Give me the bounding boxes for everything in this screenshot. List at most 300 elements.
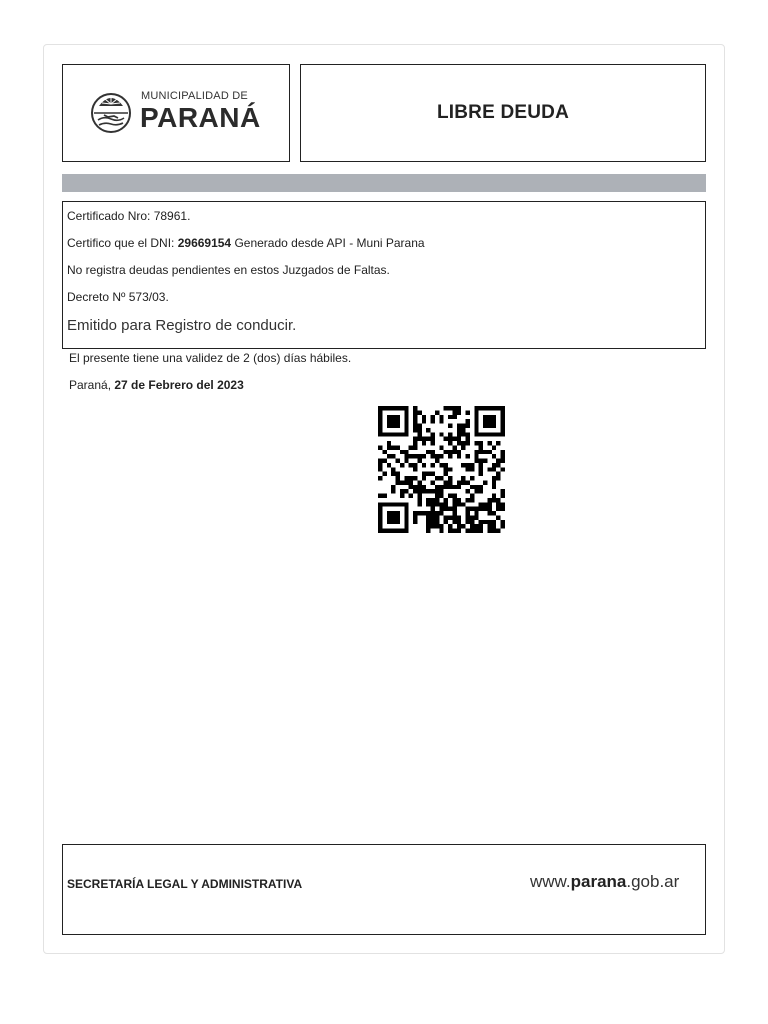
qr-module (492, 406, 496, 410)
qr-module (404, 459, 408, 463)
qr-module (435, 485, 439, 489)
qr-module (396, 419, 400, 423)
qr-module (404, 476, 408, 480)
qr-module (444, 520, 448, 524)
qr-module (457, 498, 461, 502)
qr-module (404, 454, 408, 458)
qr-module (391, 419, 395, 423)
qr-module (426, 428, 430, 432)
qr-module (422, 415, 426, 419)
qr-module (422, 476, 426, 480)
qr-module (474, 441, 478, 445)
qr-module (400, 489, 404, 493)
qr-module (492, 445, 496, 449)
qr-module (435, 511, 439, 515)
qr-module (483, 480, 487, 484)
qr-module (457, 406, 461, 410)
qr-module (466, 454, 470, 458)
qr-module (435, 410, 439, 414)
dni-suffix: Generado desde API - Muni Parana (231, 236, 425, 250)
qr-module (396, 406, 400, 410)
qr-module (483, 520, 487, 524)
qr-module (474, 529, 478, 533)
qr-module (435, 498, 439, 502)
qr-module (426, 437, 430, 441)
qr-module (378, 524, 382, 528)
qr-module (444, 467, 448, 471)
qr-module (413, 489, 417, 493)
qr-module (413, 511, 417, 515)
qr-module (409, 463, 413, 467)
validity-line: El presente tiene una validez de 2 (dos) días hábiles. (69, 351, 352, 365)
qr-module (417, 410, 421, 414)
qr-module (400, 450, 404, 454)
qr-module (470, 485, 474, 489)
qr-module (431, 520, 435, 524)
qr-module (457, 520, 461, 524)
qr-module (413, 428, 417, 432)
qr-module (501, 520, 505, 524)
qr-module (466, 441, 470, 445)
qr-module (444, 480, 448, 484)
qr-module (378, 515, 382, 519)
qr-module (391, 489, 395, 493)
qr-module (435, 459, 439, 463)
qr-module (461, 428, 465, 432)
qr-module (417, 432, 421, 436)
qr-module (439, 419, 443, 423)
qr-module (435, 476, 439, 480)
qr-module (426, 450, 430, 454)
qr-module (466, 498, 470, 502)
qr-module (439, 502, 443, 506)
qr-module (448, 406, 452, 410)
qr-module (391, 454, 395, 458)
qr-module (492, 520, 496, 524)
qr-module (466, 432, 470, 436)
qr-module (479, 432, 483, 436)
qr-module (501, 489, 505, 493)
decreto-line: Decreto Nº 573/03. (67, 290, 169, 304)
qr-module (492, 419, 496, 423)
date-value: 27 de Febrero del 2023 (114, 378, 244, 392)
qr-module (448, 524, 452, 528)
qr-module (487, 450, 491, 454)
qr-module (378, 520, 382, 524)
qr-module (466, 529, 470, 533)
qr-module (439, 529, 443, 533)
qr-module (435, 494, 439, 498)
qr-module (479, 463, 483, 467)
qr-module (396, 432, 400, 436)
qr-module (435, 524, 439, 528)
qr-module (431, 515, 435, 519)
qr-module (457, 450, 461, 454)
qr-module (492, 454, 496, 458)
qr-module (404, 502, 408, 506)
qr-module (431, 441, 435, 445)
qr-module (378, 415, 382, 419)
qr-module (492, 476, 496, 480)
qr-module (492, 485, 496, 489)
qr-module (470, 476, 474, 480)
qr-module (396, 515, 400, 519)
qr-module (391, 520, 395, 524)
qr-module (448, 467, 452, 471)
qr-module (452, 494, 456, 498)
qr-module (396, 445, 400, 449)
qr-module (474, 428, 478, 432)
qr-module (452, 406, 456, 410)
qr-module (496, 463, 500, 467)
qr-module (431, 432, 435, 436)
qr-module (501, 428, 505, 432)
qr-module (413, 476, 417, 480)
qr-module (479, 450, 483, 454)
qr-module (404, 428, 408, 432)
qr-module (426, 489, 430, 493)
qr-module (466, 419, 470, 423)
qr-module (426, 520, 430, 524)
qr-module (496, 472, 500, 476)
qr-module (448, 432, 452, 436)
document-title: LIBRE DEUDA (436, 102, 570, 123)
qr-module (479, 489, 483, 493)
qr-module (387, 415, 391, 419)
qr-module (474, 415, 478, 419)
qr-module (378, 507, 382, 511)
qr-module (496, 515, 500, 519)
qr-module (487, 502, 491, 506)
qr-module (396, 424, 400, 428)
qr-module (501, 502, 505, 506)
qr-module (435, 515, 439, 519)
qr-module (404, 507, 408, 511)
qr-module (431, 450, 435, 454)
qr-module (439, 476, 443, 480)
qr-module (391, 424, 395, 428)
qr-module (444, 515, 448, 519)
qr-module (400, 529, 404, 533)
qr-module (391, 485, 395, 489)
qr-module (457, 480, 461, 484)
qr-module (431, 463, 435, 467)
qr-module (479, 406, 483, 410)
qr-module (422, 489, 426, 493)
qr-module (457, 441, 461, 445)
qr-module (404, 515, 408, 519)
qr-module (426, 524, 430, 528)
qr-module (444, 485, 448, 489)
qr-module (400, 480, 404, 484)
qr-module (417, 489, 421, 493)
qr-module (404, 419, 408, 423)
qr-module (444, 406, 448, 410)
qr-module (400, 494, 404, 498)
qr-module (378, 445, 382, 449)
qr-module (426, 511, 430, 515)
qr-module (439, 454, 443, 458)
qr-module (417, 454, 421, 458)
qr-module (496, 459, 500, 463)
qr-module (404, 489, 408, 493)
qr-module (391, 472, 395, 476)
qr-module (487, 424, 491, 428)
qr-module (448, 480, 452, 484)
qr-module (387, 454, 391, 458)
qr-module (487, 441, 491, 445)
qr-module (492, 467, 496, 471)
qr-code-icon (378, 406, 505, 533)
qr-module (422, 419, 426, 423)
qr-module (413, 415, 417, 419)
qr-module (479, 472, 483, 476)
qr-module (396, 480, 400, 484)
qr-module (452, 485, 456, 489)
qr-module (487, 406, 491, 410)
qr-module (474, 410, 478, 414)
qr-module (400, 502, 404, 506)
qr-module (487, 498, 491, 502)
qr-module (461, 502, 465, 506)
qr-module (479, 441, 483, 445)
qr-module (382, 432, 386, 436)
qr-module (479, 520, 483, 524)
qr-module (391, 415, 395, 419)
qr-module (466, 515, 470, 519)
qr-module (404, 520, 408, 524)
qr-module (452, 498, 456, 502)
qr-module (413, 454, 417, 458)
qr-module (378, 511, 382, 515)
qr-module (457, 515, 461, 519)
qr-module (378, 494, 382, 498)
qr-module (496, 441, 500, 445)
qr-module (409, 494, 413, 498)
qr-module (417, 485, 421, 489)
qr-module (474, 419, 478, 423)
qr-module (413, 515, 417, 519)
qr-module (466, 424, 470, 428)
qr-module (387, 441, 391, 445)
qr-module (466, 507, 470, 511)
qr-module (378, 406, 382, 410)
qr-module (457, 529, 461, 533)
qr-module (439, 485, 443, 489)
qr-module (501, 419, 505, 423)
qr-module (413, 424, 417, 428)
qr-module (422, 441, 426, 445)
qr-module (483, 459, 487, 463)
qr-module (457, 524, 461, 528)
qr-module (431, 419, 435, 423)
qr-module (448, 507, 452, 511)
qr-module (501, 494, 505, 498)
qr-module (479, 485, 483, 489)
qr-module (479, 445, 483, 449)
qr-module (413, 463, 417, 467)
qr-module (444, 450, 448, 454)
qr-module (448, 441, 452, 445)
municipal-seal-icon (90, 82, 132, 142)
qr-module (487, 415, 491, 419)
qr-module (387, 432, 391, 436)
qr-module (396, 472, 400, 476)
qr-module (413, 485, 417, 489)
qr-module (444, 437, 448, 441)
qr-module (409, 485, 413, 489)
qr-module (391, 515, 395, 519)
qr-module (470, 507, 474, 511)
qr-module (387, 502, 391, 506)
qr-module (404, 432, 408, 436)
qr-module (452, 529, 456, 533)
qr-module (413, 406, 417, 410)
footer-url-bold: parana (570, 872, 627, 891)
qr-module (404, 406, 408, 410)
qr-module (387, 515, 391, 519)
qr-module (479, 502, 483, 506)
qr-module (470, 520, 474, 524)
qr-module (461, 445, 465, 449)
qr-module (444, 463, 448, 467)
qr-module (470, 524, 474, 528)
qr-module (404, 529, 408, 533)
qr-module (431, 511, 435, 515)
qr-module (404, 524, 408, 528)
qr-module (487, 432, 491, 436)
qr-module (435, 489, 439, 493)
qr-module (461, 441, 465, 445)
qr-module (387, 463, 391, 467)
qr-module (382, 450, 386, 454)
qr-module (378, 424, 382, 428)
qr-module (470, 494, 474, 498)
dni-value: 29669154 (177, 236, 232, 250)
qr-module (452, 511, 456, 515)
qr-module (448, 437, 452, 441)
qr-module (492, 463, 496, 467)
qr-module (448, 529, 452, 533)
qr-module (479, 507, 483, 511)
qr-module (501, 507, 505, 511)
qr-module (431, 507, 435, 511)
qr-module (417, 480, 421, 484)
qr-module (501, 424, 505, 428)
qr-module (391, 502, 395, 506)
qr-module (466, 463, 470, 467)
qr-module (474, 507, 478, 511)
qr-module (479, 529, 483, 533)
qr-module (409, 454, 413, 458)
qr-module (483, 432, 487, 436)
qr-module (448, 485, 452, 489)
qr-module (496, 432, 500, 436)
qr-module (483, 507, 487, 511)
qr-module (483, 406, 487, 410)
qr-module (382, 472, 386, 476)
qr-module (501, 524, 505, 528)
qr-module (387, 520, 391, 524)
qr-module (492, 480, 496, 484)
qr-module (431, 415, 435, 419)
footer-department: SECRETARÍA LEGAL Y ADMINISTRATIVA (67, 877, 303, 891)
qr-module (378, 529, 382, 533)
qr-module (452, 507, 456, 511)
qr-module (387, 424, 391, 428)
qr-module (466, 437, 470, 441)
qr-module (452, 450, 456, 454)
qr-module (483, 502, 487, 506)
qr-module (492, 432, 496, 436)
qr-module (426, 472, 430, 476)
qr-module (457, 410, 461, 414)
qr-module (474, 406, 478, 410)
qr-module (492, 424, 496, 428)
qr-module (461, 524, 465, 528)
qr-module (466, 467, 470, 471)
qr-module (439, 445, 443, 449)
qr-module (413, 520, 417, 524)
qr-module (492, 494, 496, 498)
qr-module (378, 419, 382, 423)
qr-module (439, 511, 443, 515)
qr-module (479, 467, 483, 471)
qr-module (422, 472, 426, 476)
qr-module (417, 502, 421, 506)
qr-module (396, 529, 400, 533)
qr-module (378, 476, 382, 480)
qr-module (413, 445, 417, 449)
qr-module (378, 463, 382, 467)
qr-module (431, 502, 435, 506)
qr-module (382, 529, 386, 533)
qr-module (396, 476, 400, 480)
no-debts-line: No registra deudas pendientes en estos Juzgados de Faltas. (67, 263, 390, 277)
qr-module (492, 529, 496, 533)
qr-module (474, 432, 478, 436)
qr-module (466, 480, 470, 484)
qr-module (483, 415, 487, 419)
qr-module (452, 437, 456, 441)
qr-module (387, 419, 391, 423)
qr-module (474, 515, 478, 519)
date-line (69, 378, 244, 392)
qr-module (483, 450, 487, 454)
qr-module (448, 454, 452, 458)
qr-module (426, 515, 430, 519)
qr-module (470, 515, 474, 519)
qr-module (487, 511, 491, 515)
qr-module (466, 489, 470, 493)
qr-module (474, 511, 478, 515)
qr-module (417, 498, 421, 502)
qr-module (387, 445, 391, 449)
qr-module (474, 485, 478, 489)
dni-line (67, 236, 425, 250)
gray-band (62, 174, 706, 192)
qr-module (378, 428, 382, 432)
qr-module (435, 502, 439, 506)
qr-module (387, 529, 391, 533)
logo-line2: PARANÁ (140, 102, 261, 133)
qr-module (387, 511, 391, 515)
qr-module (378, 502, 382, 506)
qr-module (474, 524, 478, 528)
qr-module (426, 502, 430, 506)
qr-module (417, 494, 421, 498)
qr-module (461, 424, 465, 428)
